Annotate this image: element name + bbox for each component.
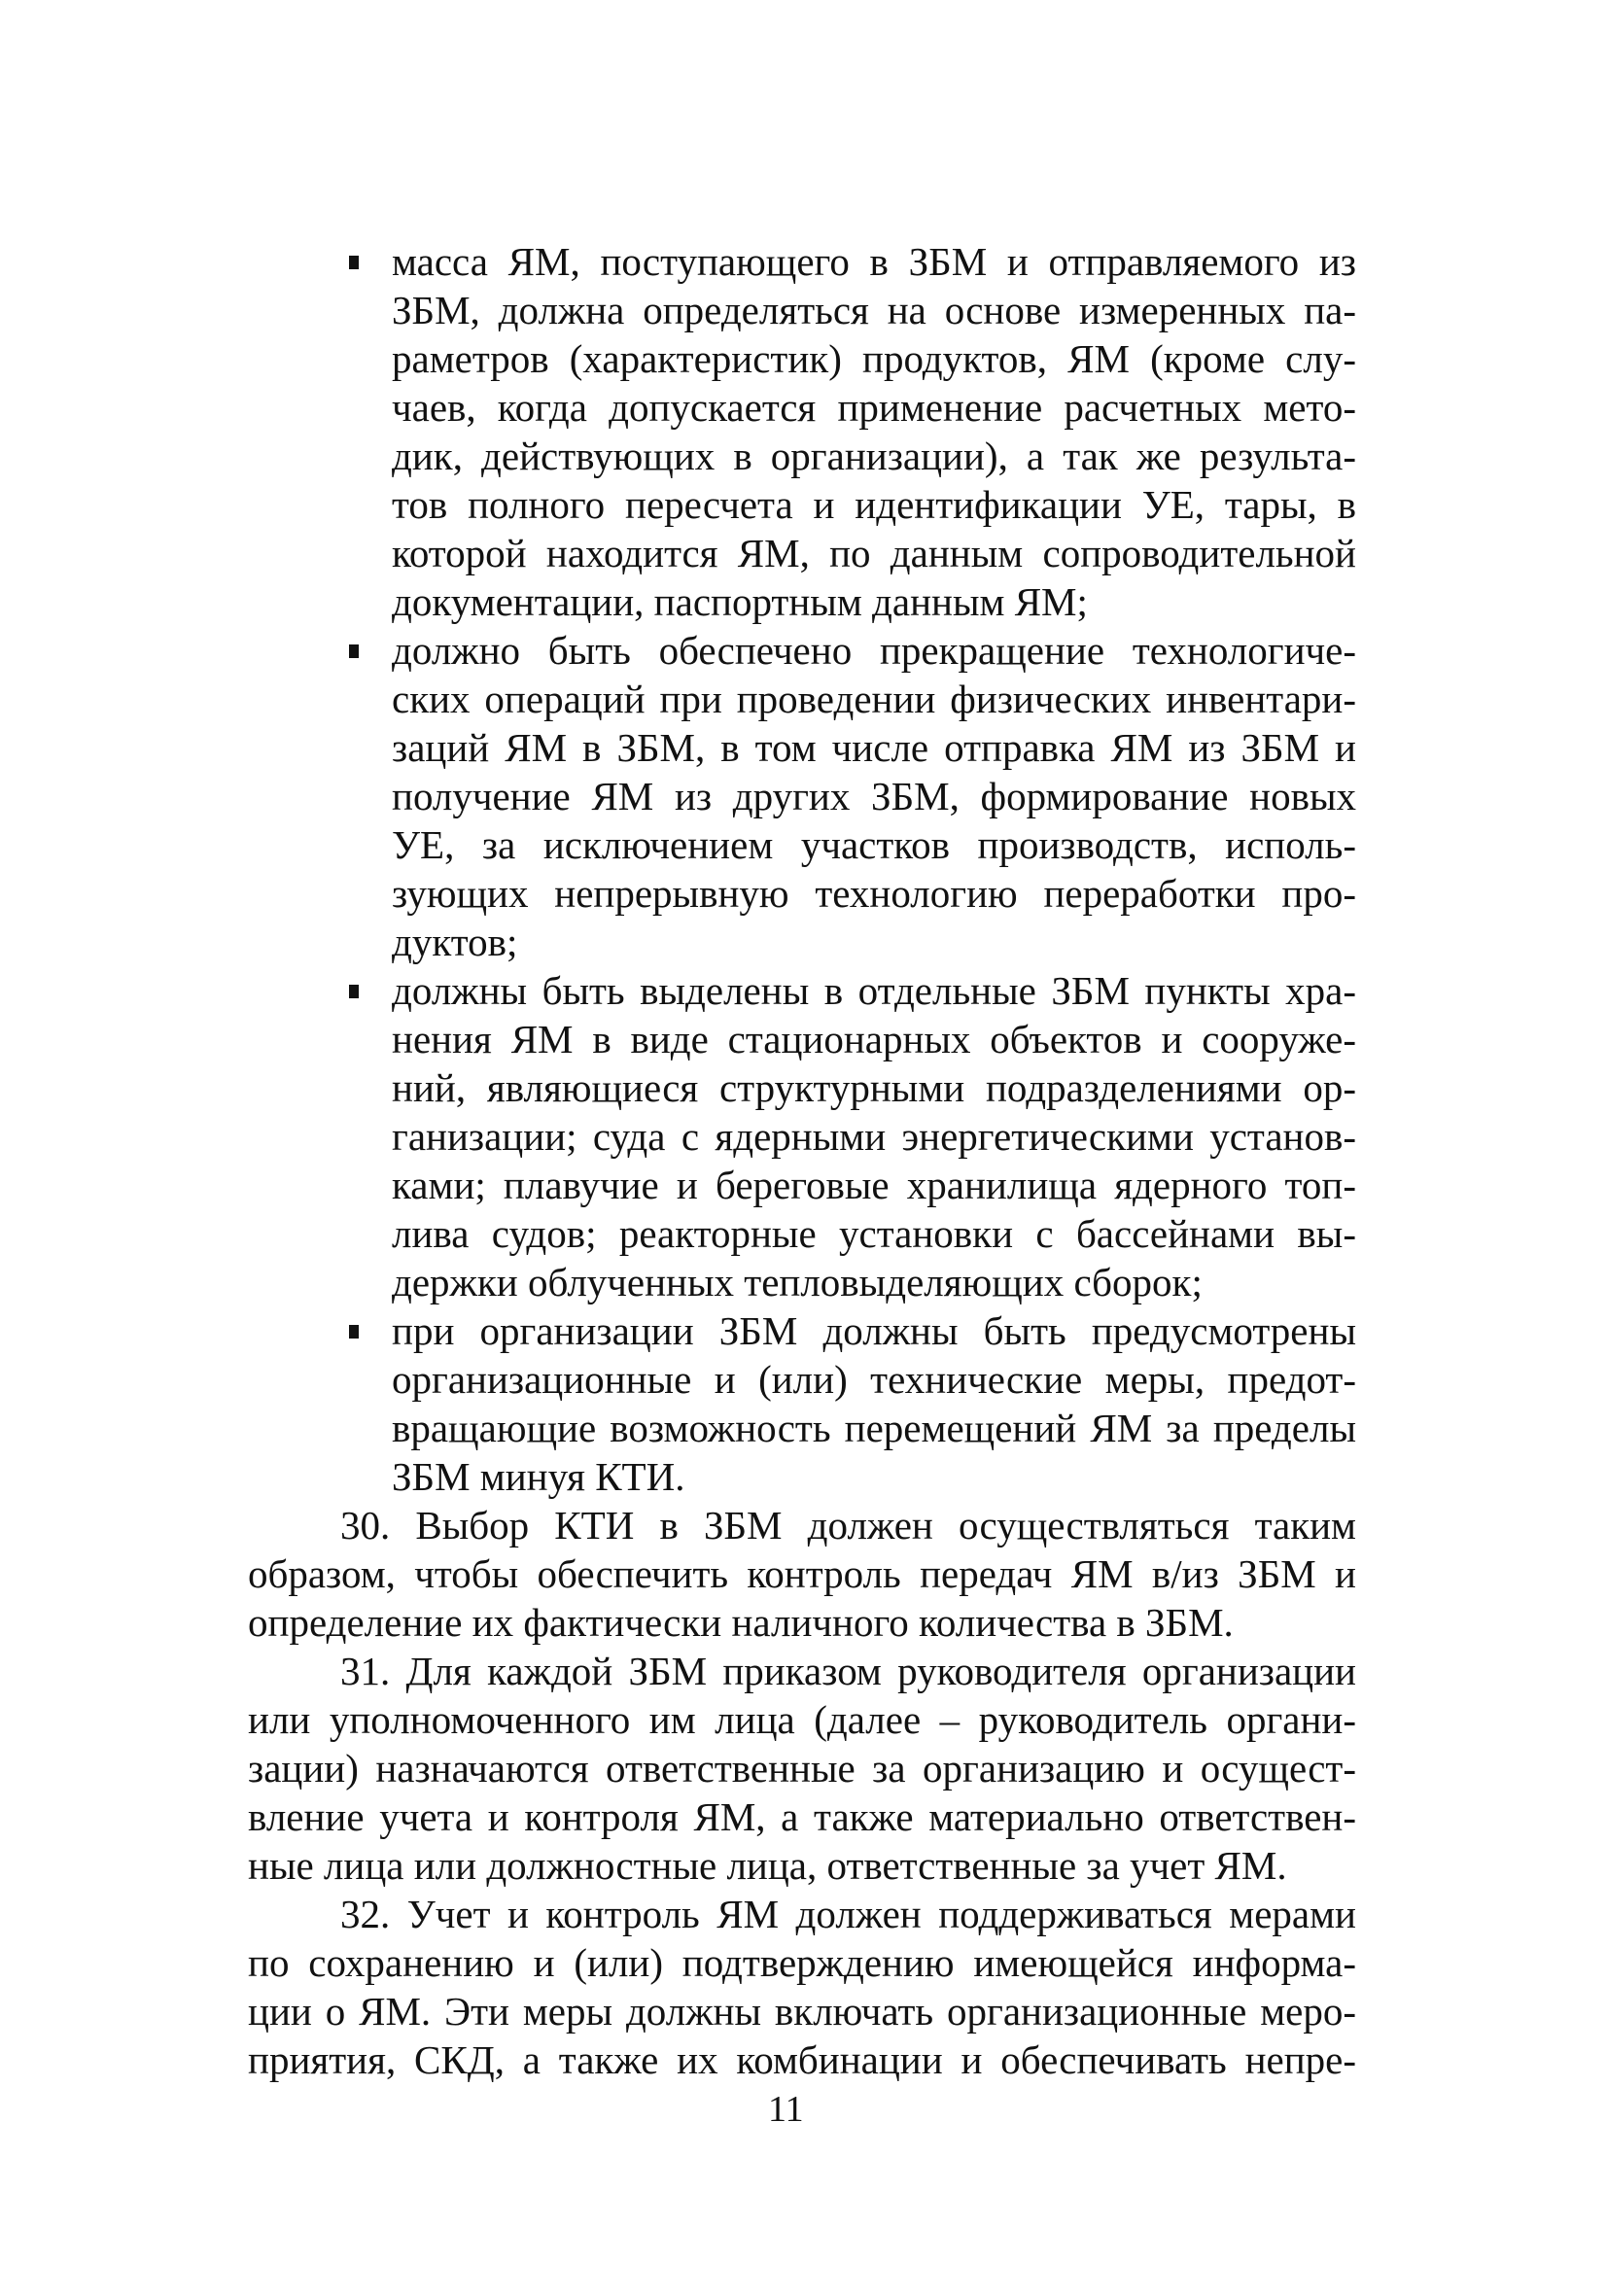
text-line: ских операций при проведении физических инвентари- [392, 677, 1356, 721]
text-line: приятия, СКД, а также их комбинации и обеспечивать непре- [248, 2037, 1356, 2082]
text-line: определение их фактически наличного количества в ЗБМ. [248, 1600, 1234, 1645]
text-line: нения ЯМ в виде стационарных объектов и сооруже- [392, 1017, 1356, 1061]
text-line: УЕ, за исключением участков производств, исполь- [392, 822, 1356, 867]
text-line: заций ЯМ в ЗБМ, в том числе отправка ЯМ из ЗБМ и [392, 725, 1356, 770]
text-line: образом, чтобы обеспечить контроль передач ЯМ в/из ЗБМ и [248, 1551, 1356, 1596]
bullet-marker [349, 1325, 359, 1339]
text-line: зующих непрерывную технологию переработки про- [392, 871, 1356, 916]
text-line: ные лица или должностные лица, ответственные за учет ЯМ. [248, 1843, 1287, 1888]
text-line: должно быть обеспечено прекращение технологиче- [392, 628, 1356, 673]
text-line: которой находится ЯМ, по данным сопроводительной [392, 531, 1356, 575]
text-line: 30. Выбор КТИ в ЗБМ должен осуществляться таким [340, 1503, 1356, 1548]
text-line: 31. Для каждой ЗБМ приказом руководителя организации [340, 1649, 1356, 1693]
text-line: держки облученных тепловыделяющих сборок; [392, 1260, 1203, 1305]
text-line: ками; плавучие и береговые хранилища ядерного топ- [392, 1163, 1356, 1207]
text-line: должны быть выделены в отдельные ЗБМ пункты хра- [392, 968, 1356, 1013]
text-line: раметров (характеристик) продуктов, ЯМ (кроме слу- [392, 336, 1356, 381]
text-line: ний, являющиеся структурными подразделениями ор- [392, 1065, 1356, 1110]
text-line: при организации ЗБМ должны быть предусмотрены [392, 1308, 1356, 1353]
text-line: ЗБМ, должна определяться на основе измеренных па- [392, 288, 1356, 332]
text-line: вление учета и контроля ЯМ, а также материально ответствен- [248, 1794, 1356, 1839]
bullet-marker [349, 644, 359, 658]
text-line: лива судов; реакторные установки с бассейнами вы- [392, 1211, 1356, 1256]
text-line: тов полного пересчета и идентификации УЕ, тары, в [392, 482, 1356, 527]
text-line: по сохранению и (или) подтверждению имеющейся информа- [248, 1940, 1356, 1985]
bullet-marker [349, 256, 359, 269]
page-number: 11 [768, 2089, 804, 2130]
text-line: 32. Учет и контроль ЯМ должен поддерживаться мерами [340, 1892, 1356, 1936]
text-line: дуктов; [392, 920, 518, 964]
text-line: масса ЯМ, поступающего в ЗБМ и отправляемого из [392, 239, 1356, 284]
text-line: ЗБМ минуя КТИ. [392, 1454, 685, 1499]
bullet-marker [349, 985, 359, 998]
text-line: ции о ЯМ. Эти меры должны включать организационные меро- [248, 1989, 1356, 2034]
text-line: дик, действующих в организации), а так же результа- [392, 434, 1356, 478]
text-line: чаев, когда допускается применение расчетных мето- [392, 385, 1356, 430]
text-line: организационные и (или) технические меры, предот- [392, 1357, 1356, 1402]
text-line: вращающие возможность перемещений ЯМ за пределы [392, 1406, 1356, 1450]
text-line: ганизации; суда с ядерными энергетическими установ- [392, 1114, 1356, 1159]
text-line: документации, паспортным данным ЯМ; [392, 579, 1088, 624]
text-line: получение ЯМ из других ЗБМ, формирование новых [392, 774, 1356, 818]
text-line: зации) назначаются ответственные за организацию и осущест- [248, 1746, 1356, 1791]
text-line: или уполномоченного им лица (далее – руководитель органи- [248, 1697, 1356, 1742]
